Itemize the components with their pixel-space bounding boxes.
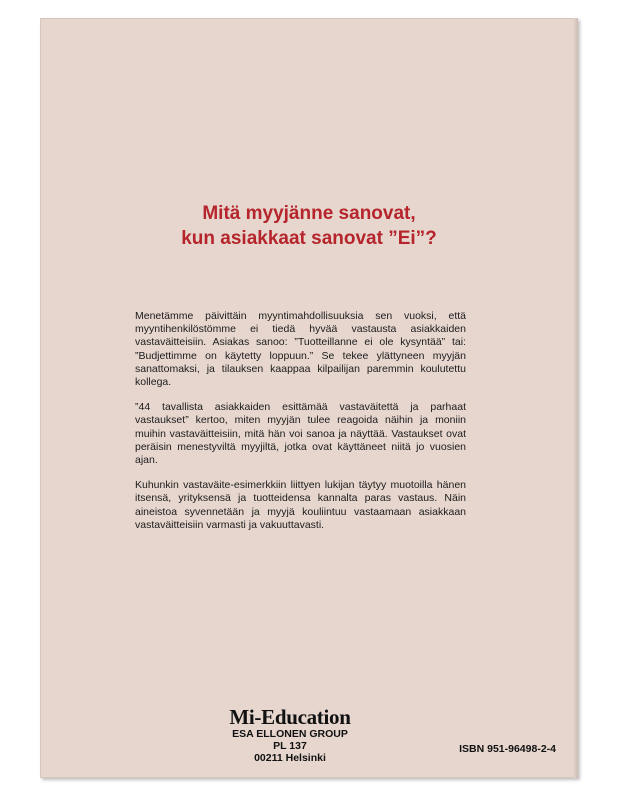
blurb <box>135 310 466 544</box>
blurb-paragraph-3: Kuhunkin vastaväite-esimerkkiin liittyen lukijan täytyy muotoilla hänen itsensä, yrityksensä ja tuotteidensa kannalta paras vastaus. Näin aineistoa syvennetään ja myyjä kouliintuu vastaamaan asiakkaan vastaväitteisiin varmasti ja vakuuttavasti. <box>135 479 466 531</box>
blurb-paragraph-1: Menetämme päivittäin myyntimahdollisuuksia sen vuoksi, että myyntihenkilöstömme ei tiedä hyvää vastausta asiakkaiden vastaväitteisiin. Asiakas sanoo: ”Tuotteillanne ei ole kysyntää” tai: ”Budjettimme on käytetty loppuun.” Se tekee ylättyneen myyjän sanattomaksi, ja tilauksen kaappaa kilpailijan paremmin koulutettu kollega. <box>135 310 466 389</box>
headline <box>40 201 578 251</box>
publisher-block <box>190 706 390 764</box>
blurb-paragraph-2: ”44 tavallista asiakkaiden esittämää vastaväitettä ja parhaat vastaukset” kertoo, miten myyjän tulee reagoida näihin ja moniin muihin vastaväitteisiin, mitä hän voi sanoa ja näyttää. Vastaukset ovat peräisin menestyviltä myyjiltä, jotka ovat käyttäneet niitä jo vuosien ajan. <box>135 401 466 467</box>
headline-line-1: Mitä myyjänne sanovat, <box>202 203 416 224</box>
publisher-group: ESA ELLONEN GROUP <box>232 728 348 740</box>
headline-line-2: kun asiakkaat sanovat ”Ei”? <box>181 228 437 249</box>
cover-edge <box>573 18 578 778</box>
book-back-cover <box>40 18 578 778</box>
publisher-name: Mi-Education <box>229 705 351 729</box>
publisher-po-box: PL 137 <box>273 740 307 752</box>
isbn-number: ISBN 951-96498-2-4 <box>459 743 556 755</box>
publisher-city: 00211 Helsinki <box>254 752 326 764</box>
